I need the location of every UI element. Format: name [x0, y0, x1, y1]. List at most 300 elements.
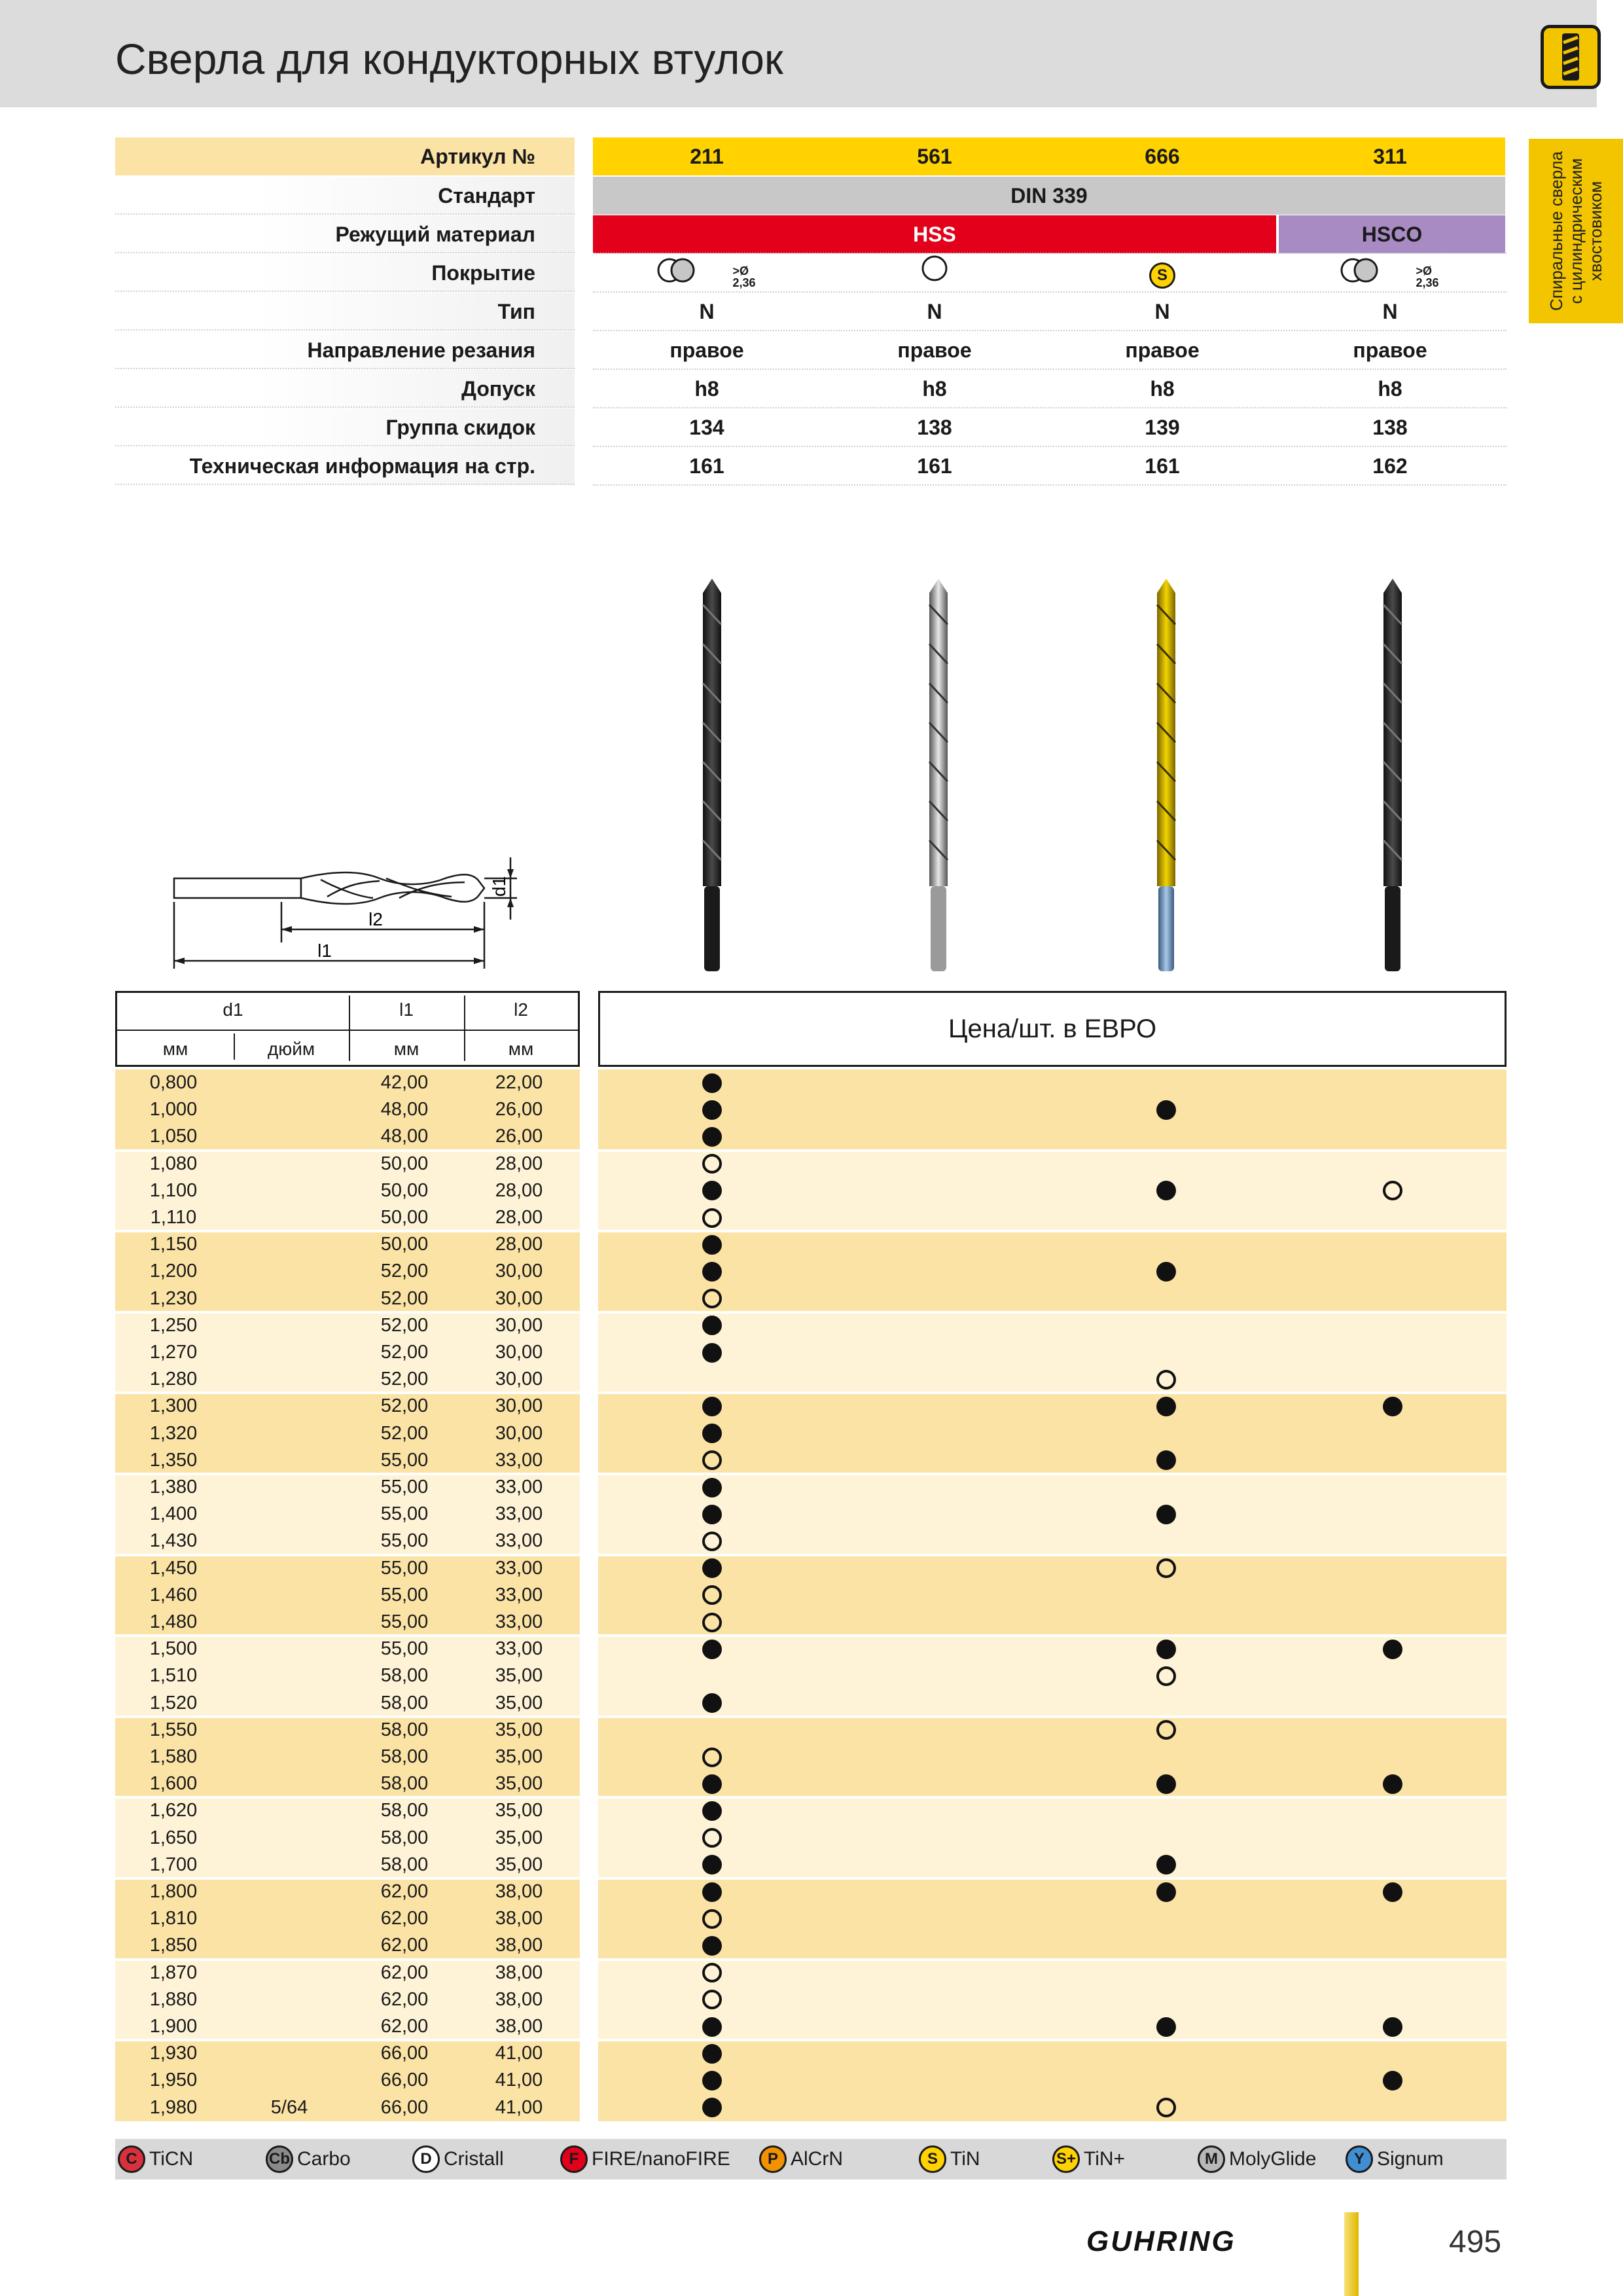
on-request-dot-icon	[702, 1909, 722, 1929]
availability-cell-211[interactable]	[692, 1447, 732, 1474]
availability-cell-211[interactable]	[692, 1609, 732, 1636]
cell-d1-mm: 1,350	[149, 1449, 198, 1471]
in-stock-dot-icon	[702, 1100, 722, 1120]
cell-d1-mm: 1,000	[149, 1099, 198, 1121]
on-request-dot-icon	[702, 1154, 722, 1174]
on-request-dot-icon	[1156, 1666, 1176, 1686]
in-stock-dot-icon	[1156, 1450, 1176, 1470]
availability-cell-211[interactable]	[692, 1096, 732, 1123]
availability-cell-211[interactable]	[692, 1797, 732, 1824]
dimension-column-header	[115, 991, 580, 1067]
cell-l1: 58,00	[380, 1746, 429, 1768]
cell-d1-inch	[232, 1986, 347, 2013]
cell-d1-inch	[232, 1151, 347, 1177]
coating-badge-icon: M	[1198, 2145, 1225, 2173]
availability-cell-666[interactable]	[1147, 1366, 1186, 1393]
techpage-211[interactable]: 161	[689, 454, 724, 478]
in-stock-dot-icon	[702, 1936, 722, 1956]
cell-d1-inch	[232, 1420, 347, 1447]
availability-cell-666[interactable]	[1147, 1501, 1186, 1528]
cell-d1-inch	[232, 1528, 347, 1554]
spec-row-article	[115, 137, 1505, 175]
cell-l2: 30,00	[495, 1261, 543, 1282]
cell-l2: 35,00	[495, 1827, 543, 1848]
dim-label-l2: l2	[368, 909, 383, 929]
cell-d1-inch	[232, 1366, 347, 1393]
legend-label: Carbo	[297, 2148, 351, 2170]
availability-cell-666[interactable]	[1147, 1878, 1186, 1905]
cell-d1-mm: 1,100	[149, 1179, 198, 1201]
spec-row-type	[115, 293, 1505, 331]
cell-d1-inch	[232, 1069, 347, 1096]
bright-finish-icon	[920, 254, 949, 283]
availability-cell-211[interactable]	[692, 1555, 732, 1582]
cell-l2: 41,00	[495, 2070, 543, 2091]
coating-badge-icon: Cb	[266, 2145, 293, 2173]
tolerance-311: h8	[1378, 377, 1402, 401]
cell-l1: 58,00	[380, 1827, 429, 1848]
availability-cell-666[interactable]	[1147, 1636, 1186, 1662]
cell-l1: 50,00	[380, 1234, 429, 1255]
cell-l1: 52,00	[380, 1422, 429, 1444]
on-request-dot-icon	[1156, 1720, 1176, 1740]
availability-cell-211[interactable]	[692, 1986, 732, 2013]
on-request-dot-icon	[702, 1748, 722, 1767]
availability-cell-666[interactable]	[1147, 1393, 1186, 1420]
availability-cell-211[interactable]	[692, 1312, 732, 1339]
cell-d1-mm: 1,400	[149, 1503, 198, 1525]
cell-d1-mm: 1,700	[149, 1854, 198, 1875]
cell-l2: 38,00	[495, 1962, 543, 1983]
cell-l2: 35,00	[495, 1665, 543, 1687]
cell-d1-mm: 1,480	[149, 1611, 198, 1633]
in-stock-dot-icon	[1156, 1505, 1176, 1524]
availability-cell-666[interactable]	[1147, 1447, 1186, 1474]
cell-l2: 26,00	[495, 1126, 543, 1147]
cell-d1-mm: 1,650	[149, 1827, 198, 1848]
cell-d1-mm: 1,050	[149, 1126, 198, 1147]
cell-l2: 28,00	[495, 1234, 543, 1255]
in-stock-dot-icon	[702, 1343, 722, 1363]
cell-l2: 30,00	[495, 1314, 543, 1336]
availability-cell-666[interactable]	[1147, 2013, 1186, 2040]
table-row	[115, 1986, 1507, 2013]
cell-l2: 35,00	[495, 1773, 543, 1795]
legend-label: TiN	[950, 2148, 980, 2170]
availability-cell-211[interactable]	[692, 2094, 732, 2121]
cell-l1: 50,00	[380, 1153, 429, 1174]
col-head-l2-mm: мм	[508, 1039, 534, 1059]
col-head-l1: l1	[399, 999, 414, 1020]
side-category-tab[interactable]	[1529, 139, 1623, 323]
cell-d1-inch	[232, 1960, 347, 1986]
dim-label-l1: l1	[317, 941, 332, 961]
spec-row-material	[115, 215, 1505, 253]
cell-d1-inch	[232, 1204, 347, 1231]
cell-l1: 55,00	[380, 1638, 429, 1660]
availability-cell-666[interactable]	[1147, 1177, 1186, 1204]
cell-d1-inch	[232, 2067, 347, 2094]
in-stock-dot-icon	[1383, 1640, 1402, 1659]
tolerance-666: h8	[1150, 377, 1175, 401]
cell-l1: 52,00	[380, 1395, 429, 1417]
availability-cell-211[interactable]	[692, 1151, 732, 1177]
availability-cell-666[interactable]	[1147, 1717, 1186, 1744]
availability-cell-211[interactable]	[692, 1528, 732, 1554]
on-request-dot-icon	[702, 1450, 722, 1470]
in-stock-dot-icon	[1383, 2071, 1402, 2090]
on-request-dot-icon	[1156, 1370, 1176, 1390]
availability-cell-211[interactable]	[692, 1285, 732, 1312]
availability-cell-311[interactable]	[1373, 2013, 1412, 2040]
availability-cell-211[interactable]	[692, 1231, 732, 1258]
legend-item-tin	[919, 2139, 980, 2179]
legend-item-molyglide	[1198, 2139, 1316, 2179]
cell-d1-inch	[232, 1717, 347, 1744]
cell-l1: 58,00	[380, 1692, 429, 1713]
cell-l2: 30,00	[495, 1369, 543, 1390]
spec-row-techpage	[115, 447, 1505, 485]
type-561: N	[927, 300, 942, 323]
cell-l2: 28,00	[495, 1207, 543, 1229]
availability-cell-211[interactable]	[692, 2013, 732, 2040]
article-211: 211	[690, 145, 724, 168]
cell-d1-mm: 1,270	[149, 1342, 198, 1363]
spec-label-tolerance: Допуск	[461, 377, 535, 401]
table-row	[115, 1662, 1507, 1689]
cell-l1: 50,00	[380, 1207, 429, 1229]
availability-cell-666[interactable]	[1147, 1852, 1186, 1878]
cell-l2: 35,00	[495, 1692, 543, 1713]
cell-d1-mm: 1,450	[149, 1557, 198, 1579]
cell-d1-inch	[232, 1501, 347, 1528]
coating-311	[1276, 254, 1504, 292]
type-311: N	[1382, 300, 1398, 323]
cell-l2: 33,00	[495, 1449, 543, 1471]
tin-coating-icon: S	[1149, 262, 1175, 289]
type-211: N	[699, 300, 715, 323]
cell-l2: 35,00	[495, 1719, 543, 1740]
in-stock-dot-icon	[1156, 1855, 1176, 1874]
brand-logo: GUHRING	[1086, 2225, 1236, 2257]
in-stock-dot-icon	[1156, 1882, 1176, 1902]
legend-label: TiCN	[149, 2148, 194, 2170]
availability-cell-211[interactable]	[692, 1258, 732, 1285]
availability-cell-666[interactable]	[1147, 1662, 1186, 1689]
availability-cell-666[interactable]	[1147, 1555, 1186, 1582]
availability-cell-211[interactable]	[692, 1582, 732, 1609]
cell-l1: 66,00	[380, 2043, 429, 2064]
in-stock-dot-icon	[702, 1262, 722, 1282]
material-hsco: HSCO	[1279, 215, 1505, 253]
cell-d1-inch	[232, 1123, 347, 1150]
availability-cell-666[interactable]	[1147, 1770, 1186, 1797]
coating-561	[821, 254, 1048, 292]
cell-d1-inch	[232, 1797, 347, 1824]
table-row	[115, 1420, 1507, 1447]
cell-l2: 30,00	[495, 1422, 543, 1444]
in-stock-dot-icon	[702, 1855, 722, 1874]
tolerance-561: h8	[922, 377, 947, 401]
cell-d1-inch	[232, 1932, 347, 1959]
in-stock-dot-icon	[1156, 1181, 1176, 1200]
drill-dimension-diagram	[164, 844, 530, 973]
material-hss: HSS	[593, 215, 1276, 253]
table-row	[115, 1177, 1507, 1204]
coating-badge-icon: S	[919, 2145, 946, 2173]
on-request-dot-icon	[1156, 1558, 1176, 1578]
cell-d1-mm: 1,800	[149, 1881, 198, 1903]
in-stock-dot-icon	[702, 2017, 722, 2037]
table-row	[115, 1717, 1507, 1744]
availability-cell-311[interactable]	[1373, 1770, 1412, 1797]
table-row	[115, 1932, 1507, 1959]
drill-category-icon	[1541, 25, 1601, 89]
availability-cell-211[interactable]	[692, 1177, 732, 1204]
spec-label-type: Тип	[497, 300, 535, 323]
cell-l1: 62,00	[380, 1908, 429, 1929]
cell-l1: 52,00	[380, 1342, 429, 1363]
coating-badge-icon: S+	[1052, 2145, 1080, 2173]
cell-d1-inch	[232, 1690, 347, 1717]
in-stock-dot-icon	[702, 2098, 722, 2117]
in-stock-dot-icon	[702, 2044, 722, 2064]
direction-666: правое	[1125, 338, 1200, 362]
table-row	[115, 1690, 1507, 1717]
on-request-dot-icon	[702, 1532, 722, 1551]
in-stock-dot-icon	[1383, 1882, 1402, 1902]
in-stock-dot-icon	[1156, 1774, 1176, 1794]
techpage-561[interactable]: 161	[917, 454, 952, 478]
cell-d1-mm: 1,850	[149, 1935, 198, 1956]
cell-l1: 55,00	[380, 1477, 429, 1498]
cell-l2: 33,00	[495, 1584, 543, 1605]
table-row	[115, 1393, 1507, 1420]
availability-cell-211[interactable]	[692, 1474, 732, 1501]
availability-cell-666[interactable]	[1147, 1258, 1186, 1285]
cell-d1-inch	[232, 1339, 347, 1366]
cell-d1-inch	[232, 1393, 347, 1420]
cell-l1: 42,00	[380, 1072, 429, 1094]
col-head-l2: l2	[514, 999, 528, 1020]
cell-d1-inch	[232, 2040, 347, 2067]
cell-d1-mm: 1,380	[149, 1477, 198, 1498]
cell-l1: 55,00	[380, 1557, 429, 1579]
in-stock-dot-icon	[702, 1774, 722, 1794]
legend-item-carbo	[266, 2139, 351, 2179]
availability-cell-211[interactable]	[692, 1770, 732, 1797]
table-row	[115, 1905, 1507, 1932]
spec-row-tolerance	[115, 370, 1505, 408]
legend-label: TiN+	[1084, 2148, 1126, 2170]
availability-cell-211[interactable]	[692, 1690, 732, 1717]
cell-l2: 38,00	[495, 2016, 543, 2037]
on-request-dot-icon	[1383, 1181, 1402, 1200]
cell-l1: 52,00	[380, 1314, 429, 1336]
article-311: 311	[1373, 145, 1407, 168]
cell-d1-inch	[232, 1744, 347, 1770]
availability-cell-311[interactable]	[1373, 1636, 1412, 1662]
table-row	[115, 1366, 1507, 1393]
dim-label-d1: d1	[489, 876, 509, 897]
cell-l2: 33,00	[495, 1503, 543, 1525]
cell-d1-mm: 1,950	[149, 2070, 198, 2091]
cell-d1-inch	[232, 1096, 347, 1123]
cell-l1: 62,00	[380, 1988, 429, 2010]
table-row	[115, 1474, 1507, 1501]
techpage-311[interactable]: 162	[1372, 454, 1408, 478]
availability-cell-211[interactable]	[692, 1393, 732, 1420]
techpage-666[interactable]: 161	[1145, 454, 1180, 478]
cell-l2: 22,00	[495, 1072, 543, 1094]
cell-d1-inch	[232, 1177, 347, 1204]
cell-d1-mm: 1,520	[149, 1692, 198, 1713]
cell-d1-inch	[232, 1636, 347, 1662]
cell-l1: 62,00	[380, 1962, 429, 1983]
legend-item-fire-nanofire	[560, 2139, 730, 2179]
col-head-l1-mm: мм	[393, 1039, 419, 1059]
availability-cell-211[interactable]	[692, 2040, 732, 2067]
cell-d1-mm: 1,600	[149, 1773, 198, 1795]
direction-211: правое	[669, 338, 744, 362]
availability-cell-311[interactable]	[1373, 1177, 1412, 1204]
in-stock-dot-icon	[702, 1693, 722, 1713]
cell-l1: 50,00	[380, 1179, 429, 1201]
in-stock-dot-icon	[1156, 1640, 1176, 1659]
cell-l2: 38,00	[495, 1935, 543, 1956]
cell-d1-mm: 1,510	[149, 1665, 198, 1687]
availability-cell-211[interactable]	[692, 1825, 732, 1852]
availability-cell-211[interactable]	[692, 1501, 732, 1528]
spec-row-coating	[115, 254, 1505, 292]
availability-cell-211[interactable]	[692, 1420, 732, 1447]
availability-cell-211[interactable]	[692, 1204, 732, 1231]
cell-d1-mm: 1,430	[149, 1530, 198, 1552]
cell-d1-inch	[232, 1258, 347, 1285]
table-row	[115, 2040, 1507, 2067]
availability-cell-666[interactable]	[1147, 1096, 1186, 1123]
availability-cell-211[interactable]	[692, 1636, 732, 1662]
in-stock-dot-icon	[702, 1558, 722, 1578]
price-column-header: Цена/шт. в ЕВРО	[598, 991, 1507, 1067]
cell-l1: 52,00	[380, 1369, 429, 1390]
availability-cell-311[interactable]	[1373, 1393, 1412, 1420]
cell-l1: 48,00	[380, 1126, 429, 1147]
table-row	[115, 1447, 1507, 1474]
availability-cell-211[interactable]	[692, 1852, 732, 1878]
cell-l1: 52,00	[380, 1287, 429, 1309]
availability-cell-311[interactable]	[1373, 2067, 1412, 2094]
spec-label-coating: Покрытие	[431, 261, 535, 285]
on-request-dot-icon	[702, 1613, 722, 1632]
availability-cell-211[interactable]	[692, 1905, 732, 1932]
availability-cell-211[interactable]	[692, 1960, 732, 1986]
coating-badge-icon: F	[560, 2145, 588, 2173]
cell-d1-mm: 1,150	[149, 1234, 198, 1255]
cell-l2: 35,00	[495, 1746, 543, 1768]
cell-d1-mm: 1,280	[149, 1369, 198, 1390]
on-request-dot-icon	[1156, 2098, 1176, 2117]
in-stock-dot-icon	[702, 1478, 722, 1498]
availability-cell-666[interactable]	[1147, 2094, 1186, 2121]
cell-d1-mm: 1,080	[149, 1153, 198, 1174]
cell-d1-inch	[232, 1878, 347, 1905]
page-title: Сверла для кондукторных втулок	[115, 35, 783, 83]
direction-311: правое	[1353, 338, 1427, 362]
cell-l2: 28,00	[495, 1153, 543, 1174]
cell-d1-mm: 1,500	[149, 1638, 198, 1660]
coating-211	[593, 254, 821, 292]
in-stock-dot-icon	[702, 1127, 722, 1147]
in-stock-dot-icon	[702, 1316, 722, 1335]
spec-label-techpage: Техническая информация на стр.	[189, 454, 535, 478]
cell-d1-inch	[232, 1285, 347, 1312]
legend-item-tin-	[1052, 2139, 1125, 2179]
cell-d1-mm: 1,810	[149, 1908, 198, 1929]
cell-l1: 58,00	[380, 1773, 429, 1795]
table-row	[115, 1231, 1507, 1258]
cell-l2: 35,00	[495, 1854, 543, 1875]
in-stock-dot-icon	[702, 1397, 722, 1416]
cell-d1-mm: 1,460	[149, 1584, 198, 1605]
cell-l1: 62,00	[380, 1881, 429, 1903]
availability-cell-211[interactable]	[692, 1339, 732, 1366]
article-666: 666	[1145, 145, 1180, 168]
availability-cell-211[interactable]	[692, 1123, 732, 1150]
in-stock-dot-icon	[702, 1882, 722, 1902]
cell-l2: 30,00	[495, 1342, 543, 1363]
spec-row-standard	[115, 177, 1505, 215]
spec-label-article: Артикул №	[420, 145, 535, 168]
table-row	[115, 1312, 1507, 1339]
table-row	[115, 1096, 1507, 1123]
cell-l2: 30,00	[495, 1287, 543, 1309]
cell-l1: 52,00	[380, 1261, 429, 1282]
in-stock-dot-icon	[702, 1424, 722, 1443]
table-row	[115, 1069, 1507, 1096]
cell-l1: 48,00	[380, 1099, 429, 1121]
cell-d1-mm: 1,580	[149, 1746, 198, 1768]
in-stock-dot-icon	[1156, 1397, 1176, 1416]
availability-cell-211[interactable]	[692, 1069, 732, 1096]
cell-d1-inch	[232, 1474, 347, 1501]
page-number: 495	[1449, 2225, 1502, 2259]
availability-cell-211[interactable]	[692, 1744, 732, 1770]
coating-badge-icon: Y	[1346, 2145, 1373, 2173]
table-row	[115, 1636, 1507, 1662]
in-stock-dot-icon	[1383, 1397, 1402, 1416]
cell-l2: 33,00	[495, 1530, 543, 1552]
cell-d1-inch	[232, 1609, 347, 1636]
availability-cell-311[interactable]	[1373, 1878, 1412, 1905]
table-row	[115, 1770, 1507, 1797]
cell-d1-inch	[232, 1312, 347, 1339]
drill-image-666	[1153, 579, 1179, 971]
table-row	[115, 1501, 1507, 1528]
availability-cell-211[interactable]	[692, 1932, 732, 1959]
cell-l1: 62,00	[380, 2016, 429, 2037]
availability-cell-211[interactable]	[692, 1878, 732, 1905]
cell-d1-mm: 0,800	[149, 1072, 198, 1094]
availability-cell-211[interactable]	[692, 2067, 732, 2094]
cell-l2: 38,00	[495, 1881, 543, 1903]
table-row	[115, 1797, 1507, 1824]
cell-l2: 38,00	[495, 1988, 543, 2010]
legend-label: AlCrN	[791, 2148, 843, 2170]
table-row	[115, 1204, 1507, 1231]
discount-311: 138	[1372, 416, 1408, 439]
coating-666	[1048, 254, 1276, 292]
